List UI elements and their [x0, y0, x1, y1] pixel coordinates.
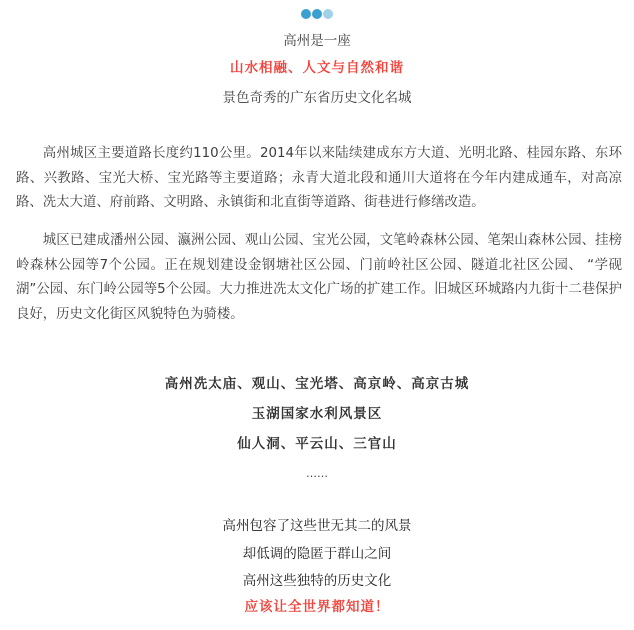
intro-line-3: 景色奇秀的广东省历史文化名城: [222, 90, 412, 106]
attractions-ellipsis: ……: [306, 467, 328, 480]
intro-line-1: 高州是一座: [283, 33, 351, 49]
dot-icon: [301, 9, 311, 19]
closing-line-2: 却低调的隐匿于群山之间: [242, 546, 392, 562]
paragraph-parks: 城区已建成潘州公园、瀛洲公园、观山公园、宝光公园，文笔岭森林公园、笔架山森林公园、挂榜岭森林公园等7个公园。正在规划建设金钢塘社区公园、门前岭社区公园、隧道北社区公园、 “学砚湖”公园、东门岭公园等5个公园。大力推进冼太文化广场的扩建工作。旧城区环城路内九街十二巷保护良好，历史文化街区风貌特色为骑楼。: [16, 233, 622, 322]
dot-icon: [312, 9, 322, 19]
closing-line-1: 高州包容了这些世无其二的风景: [222, 518, 412, 534]
attractions-line-3: 仙人洞、平云山、三官山: [237, 436, 397, 452]
intro-highlight: 山水相融、人文与自然和谐: [230, 60, 404, 76]
closing-line-3: 高州这些独特的历史文化: [242, 573, 392, 589]
attractions-line-2: 玉湖国家水利风景区: [251, 406, 383, 422]
attractions-line-1: 高州冼太庙、观山、宝光塔、高京岭、高京古城: [164, 376, 470, 392]
dot-icon: [323, 9, 333, 19]
decorative-dots: [0, 9, 634, 19]
closing-highlight: 应该让全世界都知道！: [244, 599, 390, 615]
paragraph-roads: 高州城区主要道路长度约110公里。2014年以来陆续建成东方大道、光明北路、桂园东路、东环路、兴教路、宝光大桥、宝光路等主要道路；永青大道北段和通川大道将在今年内建成通车，对高凉路、冼太大道、府前路、文明路、永镇街和北直街等道路、街巷进行修缮改造。: [16, 146, 622, 210]
